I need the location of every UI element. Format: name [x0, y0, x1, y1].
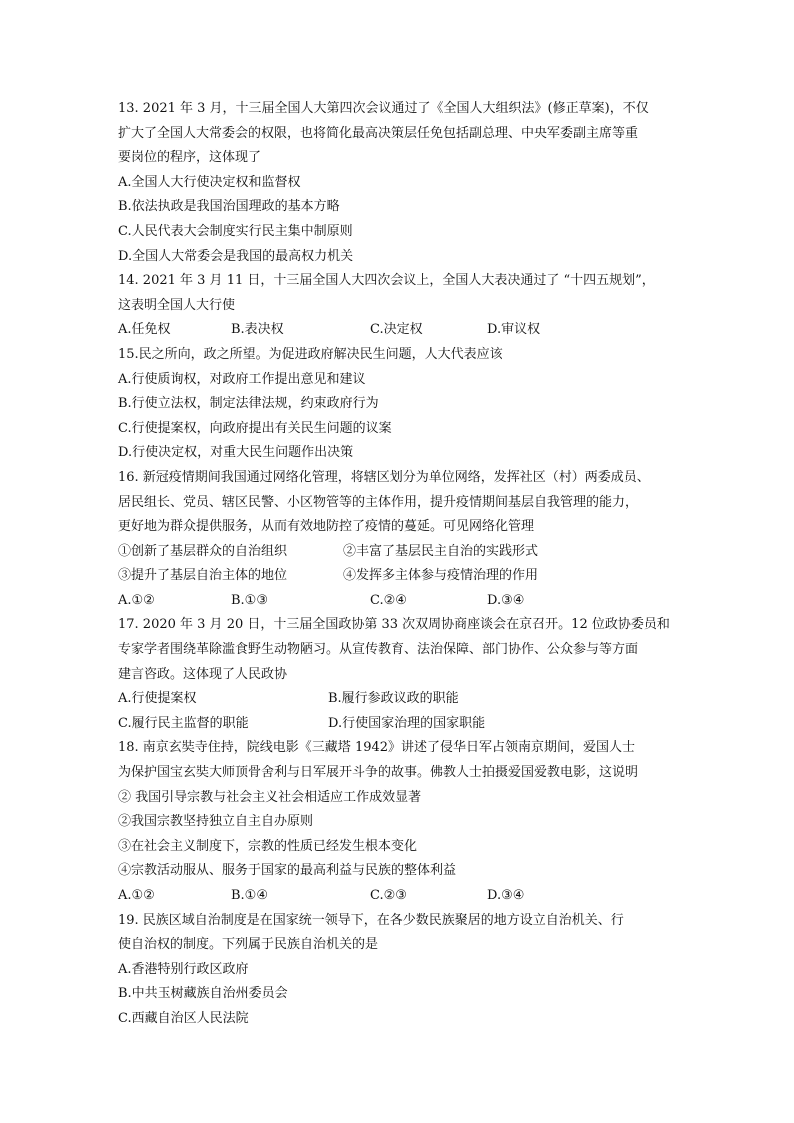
question-19-option-b: B.中共玉树藏族自治州委员会 [118, 986, 288, 1002]
question-15-option-a: A.行使质询权，对政府工作提出意见和建议 [118, 371, 366, 387]
question-18-options [118, 884, 678, 909]
question-17-option-c: C.履行民主监督的职能 [118, 715, 249, 731]
question-18-option-c: C.②③ [370, 888, 407, 903]
question-18-option-b: B.①④ [231, 888, 268, 903]
question-17-option-d: D.行使国家治理的国家职能 [328, 715, 486, 731]
question-16-statement-4: ④发挥多主体参与疫情治理的作用 [343, 568, 539, 584]
question-18-option-a: A.①② [118, 888, 155, 903]
question-18-stem-line: 18. 南京玄奘寺住持，院线电影《三藏塔 1942》讲述了侵华日军占领南京期间，爱国人士 [118, 740, 636, 756]
question-16-option-a: A.①② [118, 592, 155, 608]
question-14-stem-line: 14. 2021 年 3 月 11 日，十三届全国人大四次会议上，全国人大表决通过了 “十四五规划”， [118, 273, 655, 289]
question-16-statement-2: ②丰富了基层民主自治的实践形式 [343, 543, 539, 559]
question-18-statement-4: ④宗教活动服从、服务于国家的最高利益与民族的整体利益 [118, 863, 457, 879]
question-14-option-a: A.任免权 [118, 322, 171, 338]
question-16-statement-1: ①创新了基层群众的自治组织 [118, 543, 288, 559]
question-18-statement-3: ③在社会主义制度下，宗教的性质已经发生根本变化 [118, 838, 418, 854]
question-19 [118, 909, 678, 1032]
question-14-stem-line: 这表明全国人大行使 [118, 297, 236, 313]
question-17-stem-line: 建言咨政。这体现了人民政协 [118, 666, 288, 682]
question-17-stem-line: 专家学者围绕革除滥食野生动物陋习。从宣传教育、法治保障、部门协作、公众参与等方面 [118, 642, 639, 658]
question-17-options-row [118, 687, 678, 712]
question-14-option-b: B.表决权 [231, 322, 284, 338]
question-16-stem-line: 居民组长、党员、辖区民警、小区物管等的主体作用，提升疫情期间基层自我管理的能力， [118, 494, 639, 510]
question-14-options [118, 318, 678, 343]
question-17-stem-line: 17. 2020 年 3 月 20 日，十三届全国政协第 33 次双周协商座谈会在京召开。12 位政协委员和 [118, 617, 670, 633]
question-14-option-d: D.审议权 [487, 322, 541, 338]
question-16-stem-line: 16. 新冠疫情期间我国通过网络化管理，将辖区划分为单位网络，发挥社区（村）两委成员、 [118, 469, 650, 485]
question-16-options [118, 589, 678, 614]
question-17 [118, 613, 678, 736]
exam-page [118, 97, 678, 1032]
question-13-stem-line: 要岗位的程序，这体现了 [118, 150, 262, 166]
question-15-stem-line: 15.民之所向，政之所望。为促进政府解决民生问题，人大代表应该 [118, 346, 503, 362]
question-14-option-c: C.决定权 [370, 322, 423, 338]
question-15-option-c: C.行使提案权，向政府提出有关民生问题的议案 [118, 420, 392, 436]
question-16-statements-row [118, 540, 678, 565]
question-17-options-row [118, 712, 678, 737]
question-19-stem-line: 使自治权的制度。下列属于民族自治机关的是 [118, 937, 379, 953]
question-13-stem-line: 13. 2021 年 3 月，十三届全国人大第四次会议通过了《全国人大组织法》(修正草案)，不仅 [118, 101, 649, 116]
question-15 [118, 343, 678, 466]
question-18-stem-line: 为保护国宝玄奘大师顶骨舍利与日军展开斗争的故事。佛教人士拍摄爱国爱教电影，这说明 [118, 765, 639, 781]
question-13-option-d: D.全国人大常委会是我国的最高权力机关 [118, 248, 354, 264]
question-19-stem-line: 19. 民族区域自治制度是在国家统一领导下，在各少数民族聚居的地方设立自治机关、行 [118, 912, 624, 928]
question-16 [118, 466, 678, 614]
question-18-statement-2: ②我国宗教坚持独立自主自办原则 [118, 814, 314, 830]
question-16-option-d: D.③④ [487, 592, 525, 608]
question-18 [118, 736, 678, 908]
question-18-statement-1: ② 我国引导宗教与社会主义社会相适应工作成效显著 [118, 789, 422, 805]
question-14 [118, 269, 678, 343]
question-16-option-b: B.①③ [231, 592, 268, 608]
question-18-option-d: D.③④ [487, 888, 525, 903]
question-16-stem-line: 更好地为群众提供服务，从而有效地防控了疫情的蔓延。可见网络化管理 [118, 519, 535, 535]
question-13 [118, 97, 678, 269]
question-16-statement-3: ③提升了基层自治主体的地位 [118, 568, 288, 584]
question-13-option-c: C.人民代表大会制度实行民主集中制原则 [118, 223, 353, 239]
question-19-option-a: A.香港特别行政区政府 [118, 961, 249, 977]
question-13-option-b: B.依法执政是我国治国理政的基本方略 [118, 199, 340, 215]
question-15-option-d: D.行使决定权，对重大民生问题作出决策 [118, 445, 354, 461]
question-16-statements-row [118, 564, 678, 589]
question-16-option-c: C.②④ [370, 592, 407, 608]
question-15-option-b: B.行使立法权，制定法律法规，约束政府行为 [118, 396, 379, 412]
question-17-option-b: B.履行参政议政的职能 [328, 691, 459, 707]
question-13-option-a: A.全国人大行使决定权和监督权 [118, 174, 301, 190]
question-13-stem-line: 扩大了全国人大常委会的权限，也将简化最高决策层任免包括副总理、中央军委副主席等重 [118, 125, 639, 141]
question-19-option-c: C.西藏自治区人民法院 [118, 1010, 249, 1026]
question-17-option-a: A.行使提案权 [118, 691, 197, 707]
